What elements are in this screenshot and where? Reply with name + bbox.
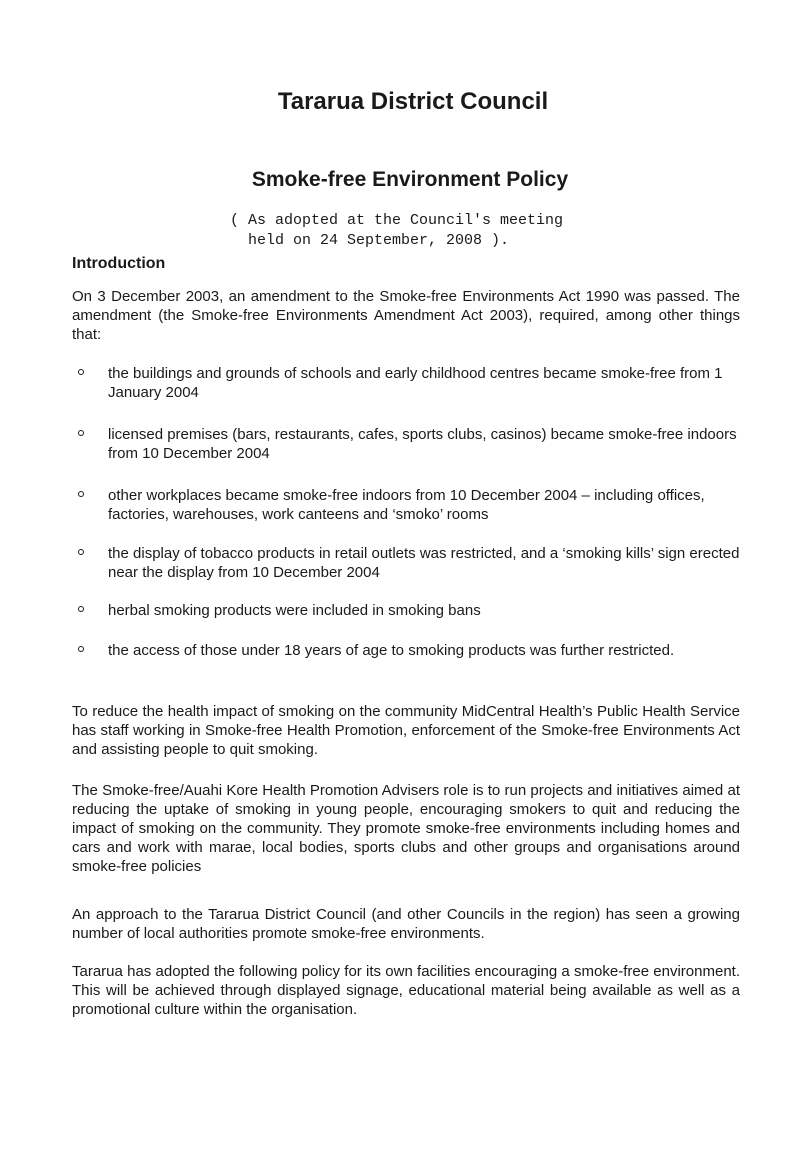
adoption-note: ( As adopted at the Council's meeting held on 24 September, 2008 ). bbox=[230, 212, 564, 249]
bullet-icon bbox=[78, 491, 84, 497]
bullet-icon bbox=[78, 549, 84, 555]
health-impact-paragraph: To reduce the health impact of smoking on the community MidCentral Health’s Public Health Service has staff working in Smoke-free Health Promotion, enforcement of the Smoke-free Environments Act and assisting people to quit smoking. bbox=[72, 703, 740, 758]
list-item-text: licensed premises (bars, restaurants, cafes, sports clubs, casinos) became smoke-free indoors from 10 December 2004 bbox=[108, 426, 737, 462]
policy-adoption-paragraph: Tararua has adopted the following policy for its own facilities encouraging a smoke-free environment. This will be achieved through displayed signage, educational material being available as well as a promotional culture within the organisation. bbox=[72, 963, 740, 1018]
list-item bbox=[78, 601, 740, 620]
list-item-text: the access of those under 18 years of age to smoking products was further restricted. bbox=[108, 642, 675, 659]
list-item-text: the buildings and grounds of schools and early childhood centres became smoke-free from 1 January 2004 bbox=[108, 365, 723, 401]
list-item-text: herbal smoking products were included in smoking bans bbox=[108, 602, 481, 619]
bullet-icon bbox=[78, 606, 84, 612]
intro-paragraph: On 3 December 2003, an amendment to the Smoke-free Environments Act 1990 was passed. The amendment (the Smoke-free Environments Amendment Act 2003), required, among other things that: bbox=[72, 288, 740, 343]
introduction-heading: Introduction bbox=[72, 255, 166, 272]
council-title: Tararua District Council bbox=[277, 88, 549, 115]
bullet-icon bbox=[78, 369, 84, 375]
list-item bbox=[78, 486, 740, 524]
bullet-icon bbox=[78, 646, 84, 652]
council-approach-paragraph: An approach to the Tararua District Council (and other Councils in the region) has seen a growing number of local authorities promote smoke-free environments. bbox=[72, 906, 740, 942]
list-item bbox=[78, 544, 740, 582]
list-item bbox=[78, 425, 740, 463]
list-item bbox=[78, 641, 740, 660]
policy-title: Smoke-free Environment Policy bbox=[251, 168, 569, 191]
list-item-text: the display of tobacco products in retail outlets was restricted, and a ‘smoking kills’ sign erected near the display from 10 December 2004 bbox=[108, 545, 740, 581]
advisers-role-paragraph: The Smoke-free/Auahi Kore Health Promotion Advisers role is to run projects and initiatives aimed at reducing the uptake of smoking in young people, encouraging smokers to quit and reducing the impact of smoking on the community. They promote smoke-free environments including homes and cars and work with marae, local bodies, sports clubs and other groups and organisations around smoke-free policies bbox=[72, 782, 740, 875]
list-item bbox=[78, 364, 740, 402]
list-item-text: other workplaces became smoke-free indoors from 10 December 2004 – including offices, factories, warehouses, work canteens and ‘smoko’ rooms bbox=[108, 487, 705, 523]
bullet-icon bbox=[78, 430, 84, 436]
